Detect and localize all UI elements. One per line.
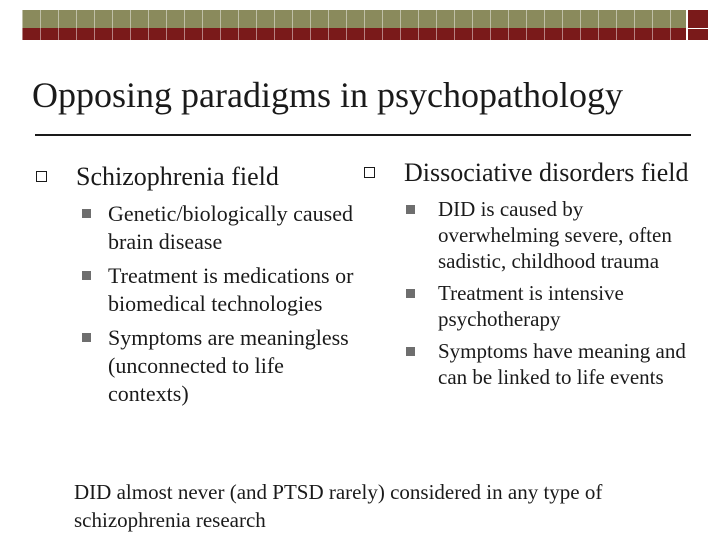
- header-grid-pattern: [22, 10, 686, 40]
- footer-note: DID almost never (and PTSD rarely) considered in any type of schizophrenia research: [74, 480, 603, 532]
- square-bullet-icon: [82, 209, 91, 218]
- left-column: [34, 162, 364, 414]
- square-bullet-icon: [82, 271, 91, 280]
- hollow-square-bullet-icon: [36, 171, 47, 182]
- square-bullet-icon: [406, 205, 415, 214]
- left-heading: [34, 162, 364, 192]
- right-column: [362, 158, 692, 396]
- left-heading-text: Schizophrenia field: [76, 162, 279, 191]
- left-item-text: Genetic/biologically caused brain disease: [108, 201, 353, 254]
- left-item: [34, 200, 364, 256]
- right-item-text: Treatment is intensive psychotherapy: [438, 281, 624, 331]
- hollow-square-bullet-icon: [364, 167, 375, 178]
- right-heading-text: Dissociative disorders field: [404, 158, 689, 187]
- header-square-bottom: [688, 29, 708, 40]
- square-bullet-icon: [406, 347, 415, 356]
- right-item: [362, 338, 692, 390]
- left-item: [34, 324, 364, 408]
- left-item-text: Treatment is medications or biomedical technologies: [108, 263, 354, 316]
- right-item: [362, 280, 692, 332]
- right-heading: [362, 158, 692, 188]
- square-bullet-icon: [82, 333, 91, 342]
- header-square-top: [688, 10, 708, 28]
- slide-title: Opposing paradigms in psychopathology: [32, 75, 623, 115]
- left-item: [34, 262, 364, 318]
- right-item-text: Symptoms have meaning and can be linked to life events: [438, 339, 686, 389]
- right-item-text: DID is caused by overwhelming severe, often sadistic, childhood trauma: [438, 197, 672, 273]
- square-bullet-icon: [406, 289, 415, 298]
- right-item: [362, 196, 692, 274]
- left-item-text: Symptoms are meaningless (unconnected to life contexts): [108, 325, 349, 406]
- title-divider: [35, 134, 691, 136]
